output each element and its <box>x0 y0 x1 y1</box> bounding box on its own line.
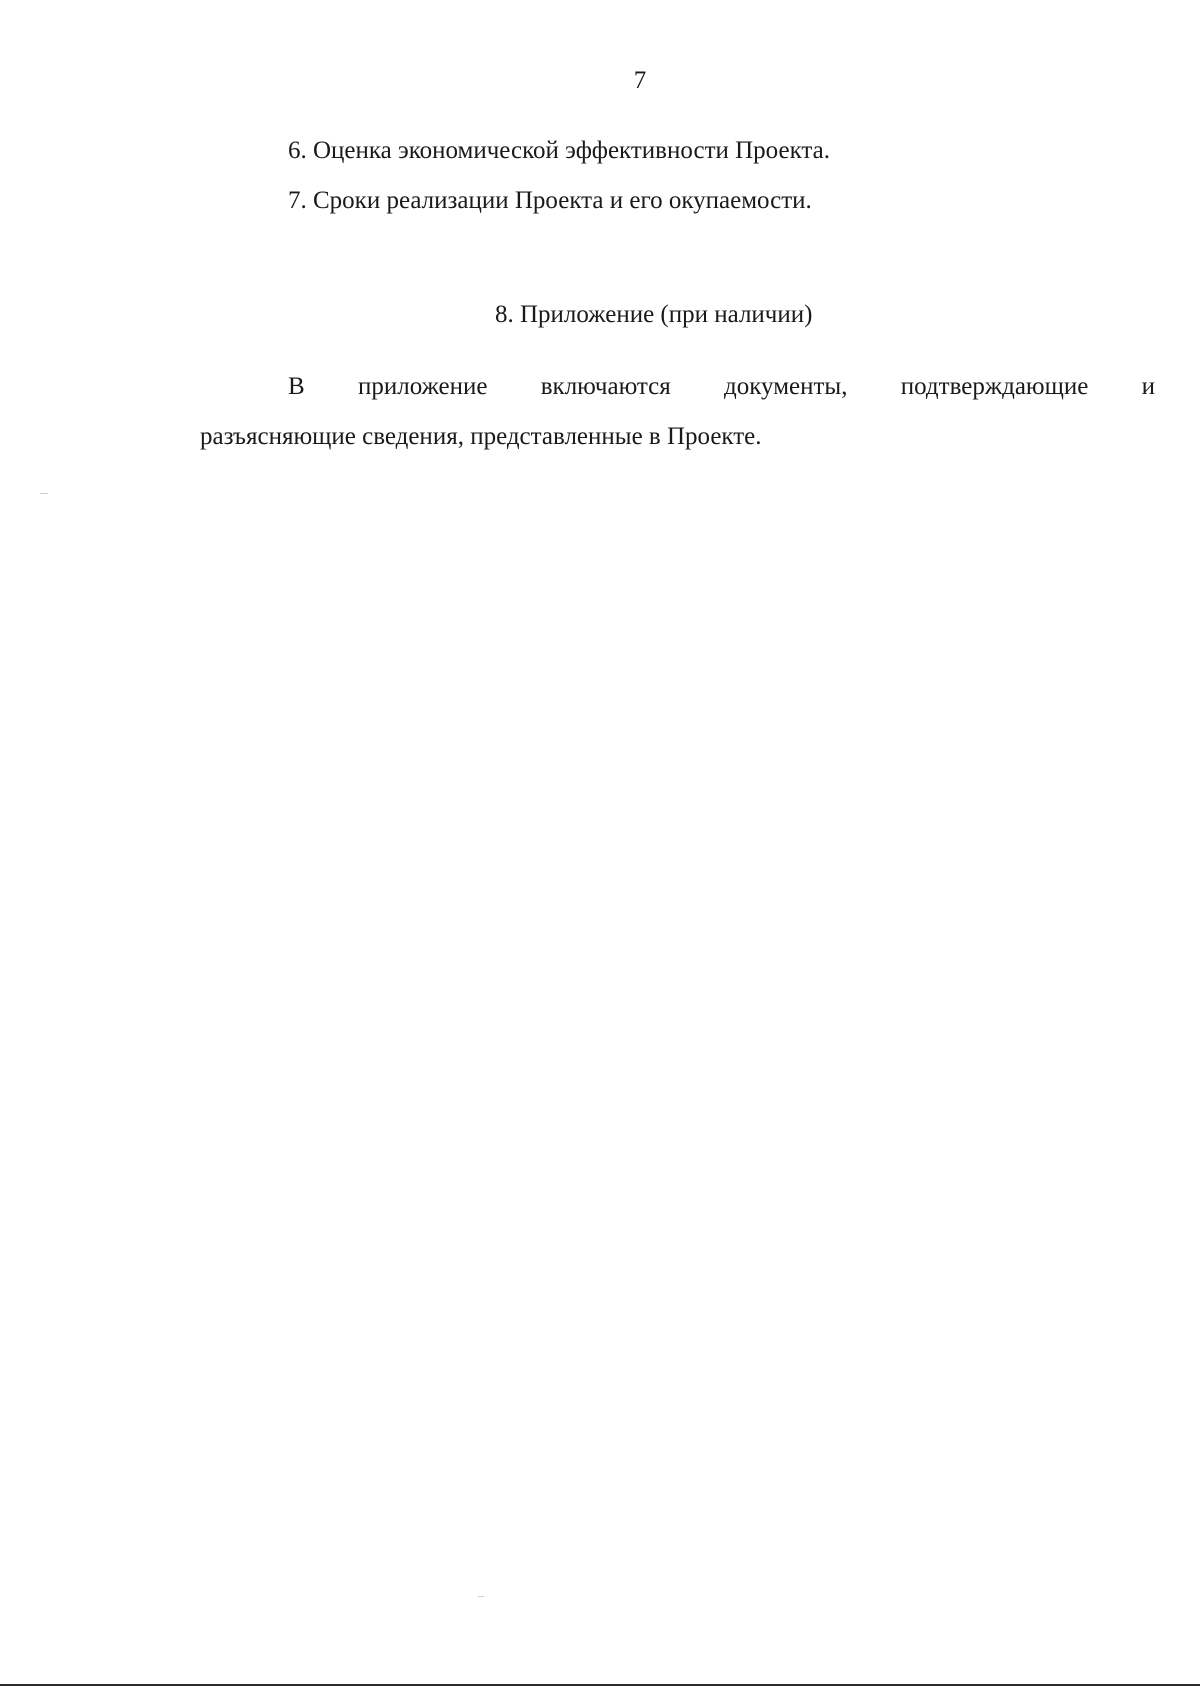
page-number: 7 <box>633 67 647 94</box>
scan-artifact-left <box>40 493 48 494</box>
list-item-economic-efficiency: 6. Оценка экономической эффективности Проекта. <box>288 137 830 164</box>
section-heading-appendix: 8. Приложение (при наличии) <box>495 301 813 328</box>
appendix-paragraph-line-2: разъясняющие сведения, представленные в Проекте. <box>200 423 762 450</box>
bottom-edge-line <box>0 1684 1200 1686</box>
scan-artifact-bottom <box>478 1596 484 1597</box>
list-item-implementation-terms: 7. Сроки реализации Проекта и его окупаемости. <box>288 187 812 214</box>
appendix-paragraph <box>200 362 1155 462</box>
appendix-paragraph-line-1: В приложение включаются документы, подтверждающие и <box>288 373 1155 400</box>
